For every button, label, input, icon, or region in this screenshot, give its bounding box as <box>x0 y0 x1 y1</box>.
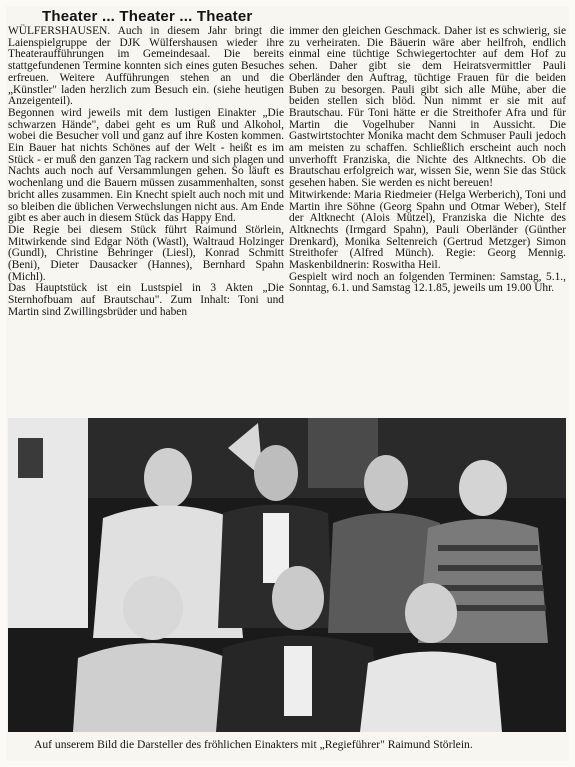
newspaper-clipping <box>6 6 569 761</box>
group-photo <box>8 418 566 732</box>
paragraph-einakter: Begonnen wird jeweils mit dem lustigen Einakter „Die schwarzen Hände", dabei geht es um Ruß und Alkohol, wobei die Besucher voll und ganz auf ihre Kosten kommen. Ein Bauer hat nichts Schönes auf der Welt - heißt es im Stück - er muß den ganzen Tag rackern und sich plagen und Nachts auch noch auf Versammlungen gehen. So läuft es wochenlang und die Bauern müssen zusammenhalten, sonst bricht alles zusammen. Ein Knecht spielt auch noch mit und so bleiben die üblichen Verwechslungen nicht aus. Am Ende gibt es aber auch in diesem Stück das Happy End. <box>8 106 284 225</box>
paragraph-inhalt: immer den gleichen Geschmack. Daher ist es schwierig, sie zu verheiraten. Die Bäuerin wäre aber heilfroh, endlich einmal eine tüchtige Schwiegertochter auf dem Hof zu sehen. Daher gibt sie dem Heiratsvermittler Pauli Oberländer den Auftrag, tüchtige Frauen für die beiden Buben zu besorgen. Pauli gibt sich alle Mühe, aber die beiden stellen sich blöd. Nun nimmt er sie mit auf Brautschau. Für Toni hätte er die Streithofer Afra und für Martin die Vogelhuber Nanni in Aussicht. Die Gastwirtstochter Monika macht dem Schmuser Pauli jedoch am meisten zu schaffen. Schließlich erscheint auch noch unverhofft Franziska, die Nichte des Altknechts. Ob die Brautschau erfolgreich war, wissen Sie, wenn Sie das Stück gesehen haben. Sie werden es nicht bereuen! <box>289 25 566 190</box>
paragraph-intro: WÜLFERSHAUSEN. Auch in diesem Jahr bringt die Laienspielgruppe der DJK Wülfershausen wieder ihre Theateraufführungen im Gemeindesaal. Die bereits stattgefundenen Termine konnten sich eines guten Besuches erfreuen. Weitere Aufführungen stehen an und die „Künstler" laden herzlich zum Besuch ein. (siehe heutigen Anzeigenteil). <box>8 25 284 108</box>
photo-caption: Auf unserem Bild die Darsteller des fröhlichen Einakters mit „Regieführer" Raimund Störlein. <box>34 738 473 751</box>
paragraph-mitwirkende: Mitwirkende: Maria Riedmeier (Helga Werberich), Toni und Martin ihre Söhne (Georg Spahn und Otmar Weber), Stelf der Altknecht (Alois Mützel), Franziska die Nichte des Altknechts (Irmgard Spahn), Pauli Oberländer (Günther Drenkard), Monika Seltenreich (Gertrud Metzger) Simon Streithofer (Alfred Münch). Regie: Georg Mennig. Maskenbildnerin: Roswitha Heil. <box>289 188 566 272</box>
headline: Theater ... Theater ... Theater <box>42 8 253 25</box>
paragraph-regie: Die Regie bei diesem Stück führt Raimund Störlein, Mitwirkende sind Edgar Nöth (Wastl), Waltraud Holzinger (Gundl), Christine Behringer (Liesl), Konrad Schmitt (Beni), Dieter Dausacker (Hannes), Bernhard Spahn (Michl). <box>8 223 284 283</box>
paragraph-termine: Gespielt wird noch an folgenden Terminen: Samstag, 5.1., Sonntag, 6.1. und Samstag 12.1.85, jeweils um 19.00 Uhr. <box>289 270 566 295</box>
paragraph-hauptstueck: Das Hauptstück ist ein Lustspiel in 3 Akten „Die Sternhofbuam auf Brautschau". Zum Inhalt: Toni und Martin sind Zwillingsbrüder und haben <box>8 282 284 318</box>
article-column-right <box>289 26 566 295</box>
article-column-left <box>8 26 284 319</box>
group-photo-illustration <box>8 418 566 732</box>
